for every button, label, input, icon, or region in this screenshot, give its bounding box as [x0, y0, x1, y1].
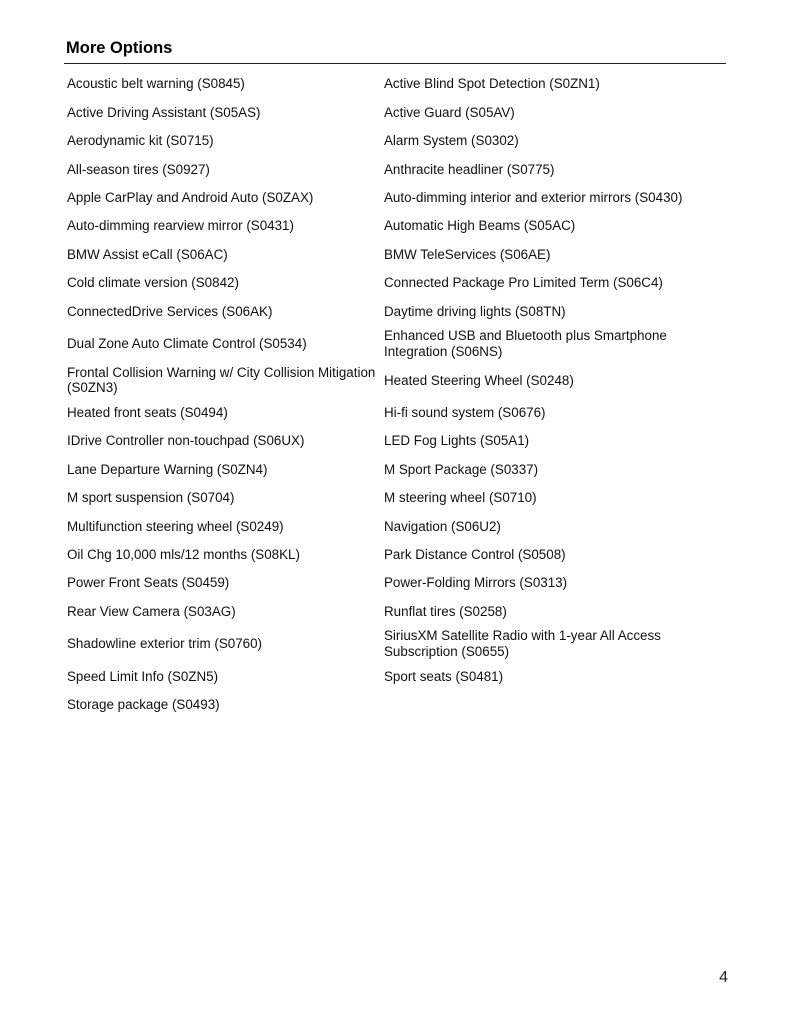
- page-number: 4: [719, 969, 728, 986]
- table-row: [67, 662, 733, 690]
- table-row: [67, 70, 733, 98]
- option-left: Dual Zone Auto Climate Control (S0534): [67, 336, 307, 352]
- option-right: Enhanced USB and Bluetooth plus Smartphone Integration (S06NS): [384, 328, 667, 359]
- option-left: Apple CarPlay and Android Auto (S0ZAX): [67, 190, 314, 205]
- option-left: Frontal Collision Warning w/ City Collision Mitigation (S0ZN3): [67, 364, 376, 396]
- option-left: Power Front Seats (S0459): [67, 575, 230, 591]
- table-row: [67, 212, 733, 240]
- section-title: More Options: [66, 39, 173, 57]
- option-left: Storage package (S0493): [67, 696, 220, 712]
- table-row: [67, 326, 733, 363]
- option-right: Runflat tires (S0258): [384, 603, 507, 619]
- option-right: Park Distance Control (S0508): [384, 546, 566, 562]
- option-left: IDrive Controller non-touchpad (S06UX): [67, 433, 305, 449]
- option-right: Hi-fi sound system (S0676): [384, 404, 546, 420]
- option-right: Sport seats (S0481): [384, 668, 504, 684]
- table-row: [67, 269, 733, 297]
- option-left: Shadowline exterior trim (S0760): [67, 636, 262, 652]
- option-right: M steering wheel (S0710): [384, 490, 537, 506]
- option-right: Automatic High Beams (S05AC): [384, 218, 576, 234]
- table-row: [67, 540, 733, 568]
- option-right: Alarm System (S0302): [384, 133, 519, 149]
- option-right: Heated Steering Wheel (S0248): [384, 372, 574, 388]
- option-right: M Sport Package (S0337): [384, 461, 539, 477]
- table-row: [67, 399, 733, 427]
- option-right: LED Fog Lights (S05A1): [384, 433, 530, 449]
- table-row: [67, 455, 733, 483]
- option-left: Active Driving Assistant (S05AS): [67, 104, 261, 120]
- option-left: Cold climate version (S0842): [67, 275, 239, 291]
- table-row: [67, 127, 733, 155]
- option-left: Speed Limit Info (S0ZN5): [67, 668, 219, 684]
- option-left: Rear View Camera (S03AG): [67, 603, 236, 619]
- option-right: Daytime driving lights (S08TN): [384, 303, 566, 319]
- table-row: [67, 569, 733, 597]
- option-left: Heated front seats (S0494): [67, 404, 228, 420]
- options-table-body: [67, 70, 733, 719]
- option-left: Oil Chg 10,000 mls/12 months (S08KL): [67, 546, 300, 562]
- table-row: [67, 484, 733, 512]
- option-right: Navigation (S06U2): [384, 518, 501, 534]
- option-left: All-season tires (S0927): [67, 161, 210, 177]
- table-row: [67, 98, 733, 126]
- option-left: M sport suspension (S0704): [67, 490, 235, 506]
- option-left: BMW Assist eCall (S06AC): [67, 246, 228, 262]
- table-row: [67, 362, 733, 399]
- table-row: [67, 512, 733, 540]
- table-row: [67, 240, 733, 268]
- option-right: Auto-dimming interior and exterior mirrors (S0430): [384, 190, 683, 205]
- option-right: SiriusXM Satellite Radio with 1-year All Access Subscription (S0655): [384, 628, 661, 659]
- option-right: Connected Package Pro Limited Term (S06C4): [384, 275, 663, 291]
- option-left: Multifunction steering wheel (S0249): [67, 518, 284, 534]
- option-right: [384, 691, 733, 719]
- table-row: [67, 297, 733, 325]
- option-right: Active Guard (S05AV): [384, 104, 515, 120]
- option-right: BMW TeleServices (S06AE): [384, 246, 551, 262]
- table-row: [67, 427, 733, 455]
- table-row: [67, 626, 733, 663]
- table-row: [67, 184, 733, 212]
- option-left: Aerodynamic kit (S0715): [67, 133, 214, 149]
- option-left: Auto-dimming rearview mirror (S0431): [67, 218, 294, 234]
- table-row: [67, 597, 733, 625]
- options-table: [67, 70, 733, 719]
- option-left: ConnectedDrive Services (S06AK): [67, 303, 273, 319]
- table-row: [67, 155, 733, 183]
- option-right: Power-Folding Mirrors (S0313): [384, 575, 568, 591]
- title-divider: [64, 63, 726, 64]
- option-left: Acoustic belt warning (S0845): [67, 76, 245, 92]
- option-left: Lane Departure Warning (S0ZN4): [67, 461, 268, 477]
- option-right: Active Blind Spot Detection (S0ZN1): [384, 76, 600, 92]
- option-right: Anthracite headliner (S0775): [384, 161, 555, 177]
- table-row: [67, 691, 733, 719]
